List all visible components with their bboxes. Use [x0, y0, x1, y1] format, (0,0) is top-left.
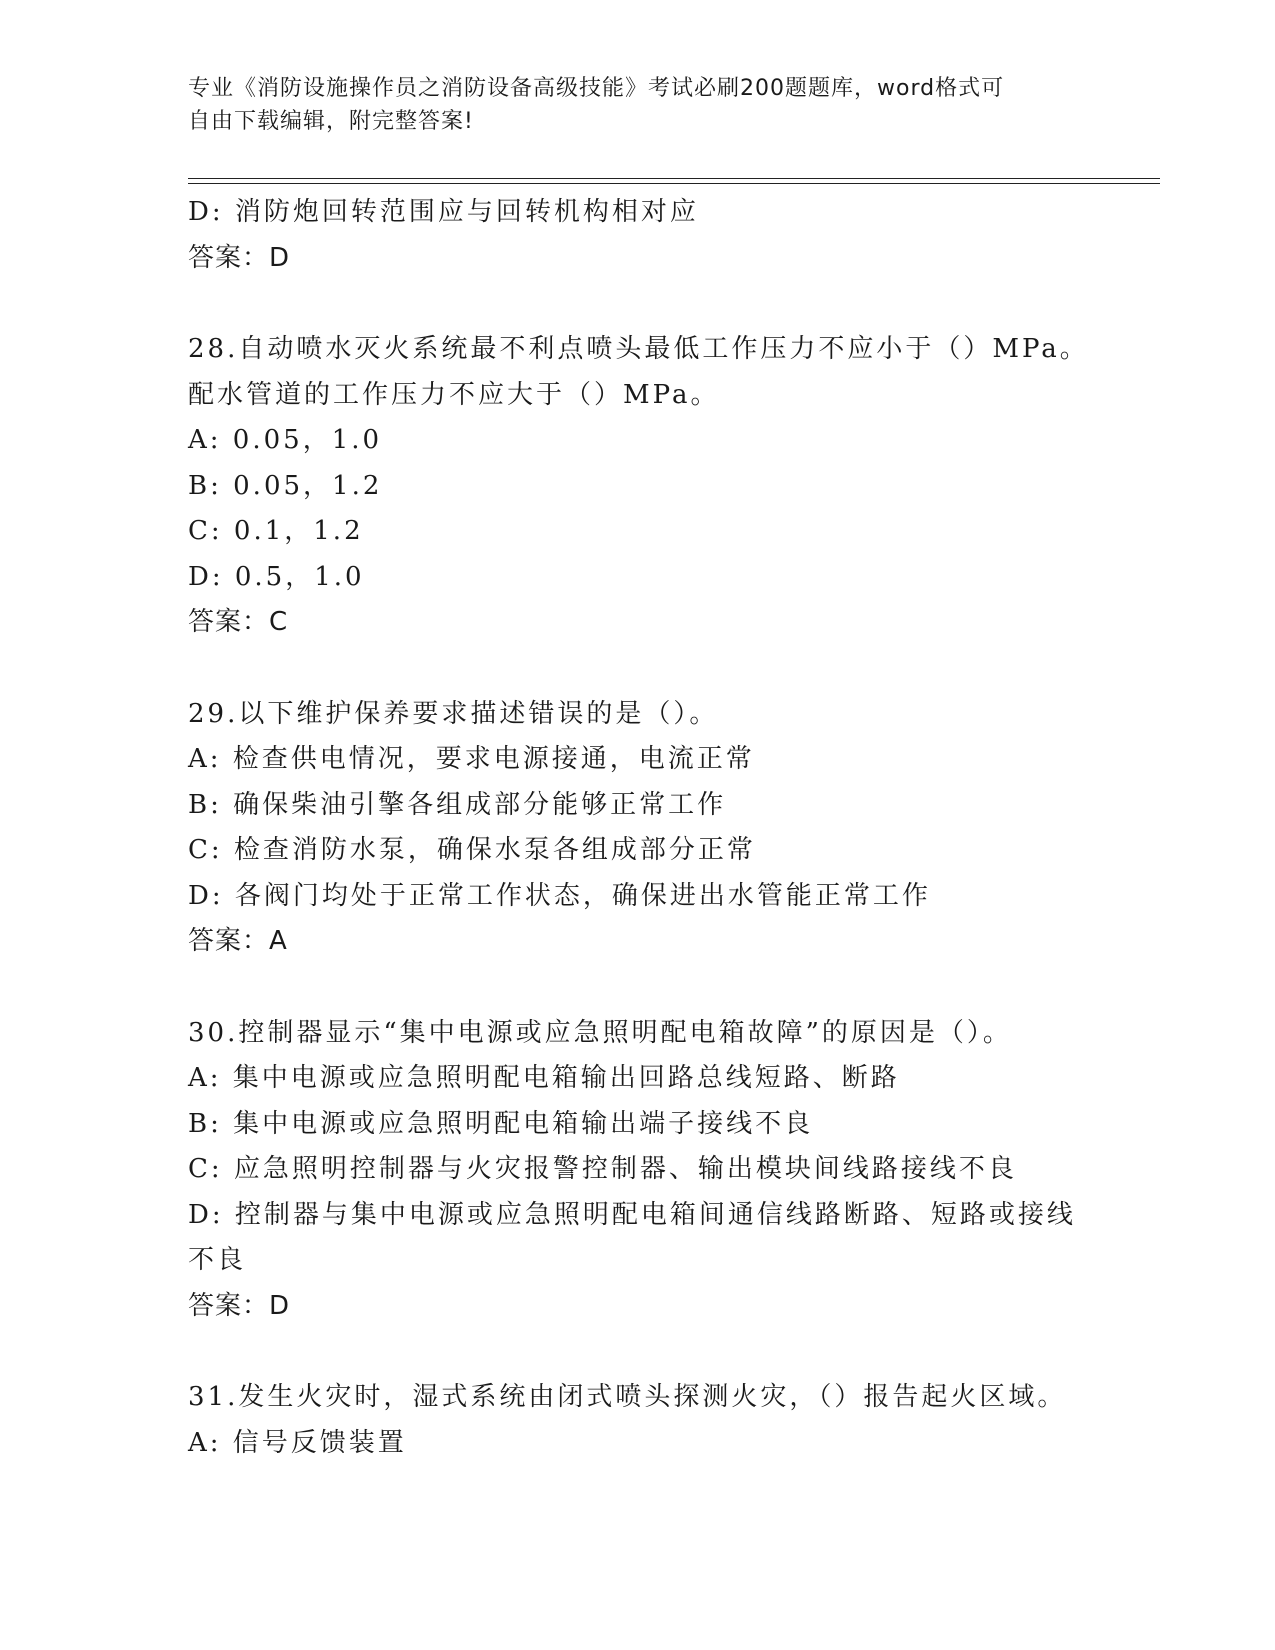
option-d: D: 控制器与集中电源或应急照明配电箱间通信线路断路、短路或接线 — [188, 1199, 1076, 1230]
question-stem: 28.自动喷水灭火系统最不利点喷头最低工作压力不应小于（）MPa。 — [188, 334, 1089, 364]
question-28 — [188, 327, 1088, 646]
spacer — [188, 646, 1088, 692]
spacer — [188, 281, 1088, 327]
header-line-1: 专业《消防设施操作员之消防设备高级技能》考试必刷200题题库，word格式可 — [188, 76, 1005, 101]
question-31 — [188, 1375, 1088, 1466]
answer-line: 答案：C — [188, 607, 289, 637]
option-d: D: 消防炮回转范围应与回转机构相对应 — [188, 197, 699, 227]
answer-line: 答案：D — [188, 242, 291, 273]
option-d-continued: 不良 — [188, 1245, 247, 1275]
question-stem: 30.控制器显示“集中电源或应急照明配电箱故障”的原因是（）。 — [188, 1017, 1012, 1048]
option-d: D: 0.5，1.0 — [188, 561, 365, 592]
option-c: C: 应急照明控制器与火灾报警控制器、输出模块间线路接线不良 — [188, 1154, 1017, 1184]
header-divider-bottom — [188, 183, 1160, 184]
spacer — [188, 965, 1088, 1011]
document-header — [188, 72, 1088, 138]
option-d: D: 各阀门均处于正常工作状态，确保进出水管能正常工作 — [188, 880, 931, 911]
header-divider-top — [188, 178, 1160, 179]
question-stem: 29.以下维护保养要求描述错误的是（）。 — [188, 698, 719, 729]
question-stem: 31.发生火灾时，湿式系统由闭式喷头探测火灾，（）报告起火区域。 — [188, 1382, 1067, 1412]
option-a: A: 信号反馈装置 — [188, 1427, 407, 1458]
option-a: A: 0.05，1.0 — [188, 425, 383, 455]
option-a: A: 集中电源或应急照明配电箱输出回路总线短路、断路 — [188, 1063, 900, 1093]
document-body — [188, 190, 1088, 1466]
previous-question-tail — [188, 190, 1088, 281]
option-c: C: 0.1，1.2 — [188, 516, 364, 546]
question-29 — [188, 692, 1088, 965]
spacer — [188, 1329, 1088, 1375]
question-stem-continued: 配水管道的工作压力不应大于（）MPa。 — [188, 379, 720, 410]
option-a: A: 检查供电情况，要求电源接通，电流正常 — [188, 744, 755, 774]
answer-line: 答案：A — [188, 926, 288, 956]
header-line-2: 自由下载编辑，附完整答案! — [188, 109, 474, 134]
answer-line: 答案：D — [188, 1290, 291, 1321]
option-c: C: 检查消防水泵，确保水泵各组成部分正常 — [188, 835, 756, 865]
option-b: B: 确保柴油引擎各组成部分能够正常工作 — [188, 789, 727, 820]
option-b: B: 集中电源或应急照明配电箱输出端子接线不良 — [188, 1108, 814, 1139]
option-b: B: 0.05，1.2 — [188, 470, 383, 501]
question-30 — [188, 1011, 1088, 1330]
